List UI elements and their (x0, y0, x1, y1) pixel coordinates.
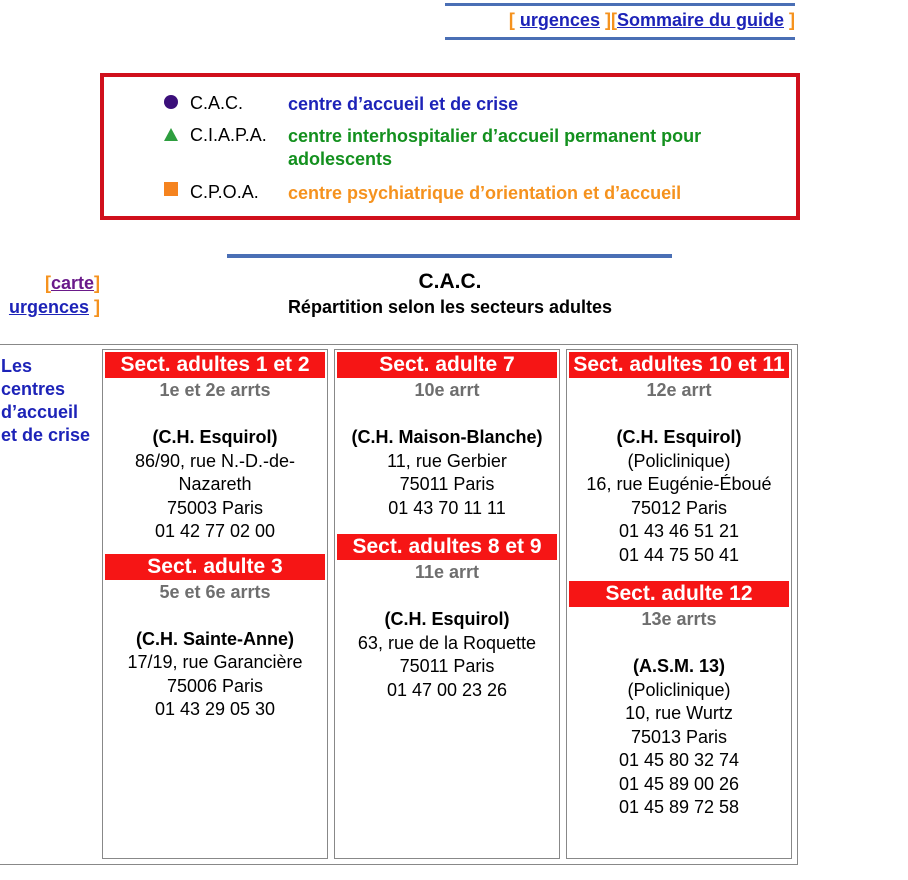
address-line: 75011 Paris (399, 474, 495, 494)
legend-desc: centre d’accueil et de crise (288, 94, 519, 114)
address (567, 655, 791, 820)
sectors-table (0, 344, 798, 865)
address (335, 608, 559, 702)
address-line: 17/19, rue Garancière (127, 652, 303, 672)
address-line: 86/90, rue N.-D.-de-Nazareth (134, 450, 296, 494)
address-line: 75006 Paris (166, 675, 264, 696)
triangle-icon (164, 128, 178, 141)
address-line: 63, rue de la Roquette (357, 632, 537, 653)
arrondissement: 10e arrt (414, 380, 480, 400)
institution: (C.H. Esquirol) (384, 609, 510, 629)
legend-desc: centre psychiatrique d’orientation et d’accueil (288, 183, 682, 203)
phone-number: 01 45 89 72 58 (618, 797, 740, 817)
side-nav-carte: [carte] (44, 273, 100, 293)
urgences-link[interactable]: urgences (519, 10, 600, 30)
legend-box (100, 73, 800, 220)
arrondissement: 12e arrt (646, 380, 712, 400)
institution: (C.H. Sainte-Anne) (135, 628, 294, 649)
phone-number: 01 45 89 00 26 (618, 773, 740, 794)
phone-number: 01 43 70 11 11 (388, 497, 506, 518)
phone-number: 01 44 75 50 41 (618, 544, 740, 565)
sector-block (103, 352, 327, 544)
arrondissement: 5e et 6e arrts (159, 581, 271, 602)
top-nav-bar-top (445, 3, 795, 6)
sector-block (567, 352, 791, 567)
sector-heading: Sect. adulte 3 (105, 554, 325, 580)
sector-heading: Sect. adultes 10 et 11 (569, 352, 789, 378)
institution: (C.H. Maison-Blanche) (351, 427, 543, 447)
sector-heading: Sect. adulte 12 (569, 581, 789, 607)
phone-number: 01 43 46 51 21 (618, 521, 740, 541)
top-nav-bar-bottom (445, 37, 795, 40)
side-nav-urgences: urgences ] (8, 297, 100, 317)
sector-block (567, 581, 791, 820)
address-line: 75013 Paris (630, 726, 728, 747)
side-nav (0, 271, 100, 319)
carte-link[interactable]: carte (50, 273, 94, 293)
address-line: 75011 Paris (399, 656, 495, 676)
side-label-cell (1, 349, 95, 859)
sector-block (103, 554, 327, 722)
sector-block (335, 534, 559, 702)
circle-icon (164, 95, 178, 109)
phone-number: 01 45 80 32 74 (618, 750, 740, 770)
address-line: 11, rue Gerbier (387, 450, 507, 471)
sector-heading: Sect. adultes 1 et 2 (105, 352, 325, 378)
sommaire-link[interactable]: Sommaire du guide (616, 10, 784, 30)
page-title: C.A.C. (418, 270, 482, 293)
top-nav (445, 3, 795, 41)
phone-number: 01 43 29 05 30 (154, 699, 276, 719)
address-line: 75003 Paris (166, 497, 264, 518)
arrondissement: 11e arrt (414, 562, 480, 582)
side-label: Les centres d’accueil et de crise (1, 356, 91, 445)
urgences-side-link[interactable]: urgences (8, 297, 89, 317)
address-line: (Policlinique) (627, 679, 731, 700)
phone-number: 01 42 77 02 00 (154, 521, 276, 541)
arrondissement: 1e et 2e arrts (159, 380, 271, 400)
address (335, 426, 559, 520)
sector-heading: Sect. adultes 8 et 9 (337, 534, 557, 560)
address (103, 426, 327, 544)
sector-column-3 (566, 349, 792, 859)
sector-column-1 (102, 349, 328, 859)
arrondissement: 13e arrts (641, 609, 717, 629)
legend-abbr: C.A.C. (190, 93, 244, 113)
phone-number: 01 47 00 23 26 (386, 679, 508, 700)
address (567, 426, 791, 567)
institution: (C.H. Esquirol) (616, 427, 742, 447)
institution: (C.H. Esquirol) (152, 427, 278, 447)
sector-block (335, 352, 559, 520)
address-line: 75012 Paris (630, 497, 728, 518)
address-line: 16, rue Eugénie-Éboué (586, 474, 772, 494)
legend-abbr: C.P.O.A. (190, 182, 259, 202)
sector-column-2 (334, 349, 560, 859)
address-line: 10, rue Wurtz (625, 703, 733, 723)
address-line: (Policlinique) (627, 450, 731, 471)
legend-desc: centre interhospitalier d’accueil permanent pour adolescents (288, 126, 702, 169)
square-icon (164, 182, 178, 196)
top-nav-links: [ urgences ][Sommaire du guide ] (508, 10, 795, 30)
separator-bar (227, 254, 672, 258)
sector-heading: Sect. adulte 7 (337, 352, 557, 378)
address (103, 628, 327, 722)
page-subtitle: Répartition selon les secteurs adultes (287, 297, 613, 317)
institution: (A.S.M. 13) (632, 656, 725, 676)
legend-abbr: C.I.A.P.A. (190, 125, 267, 145)
